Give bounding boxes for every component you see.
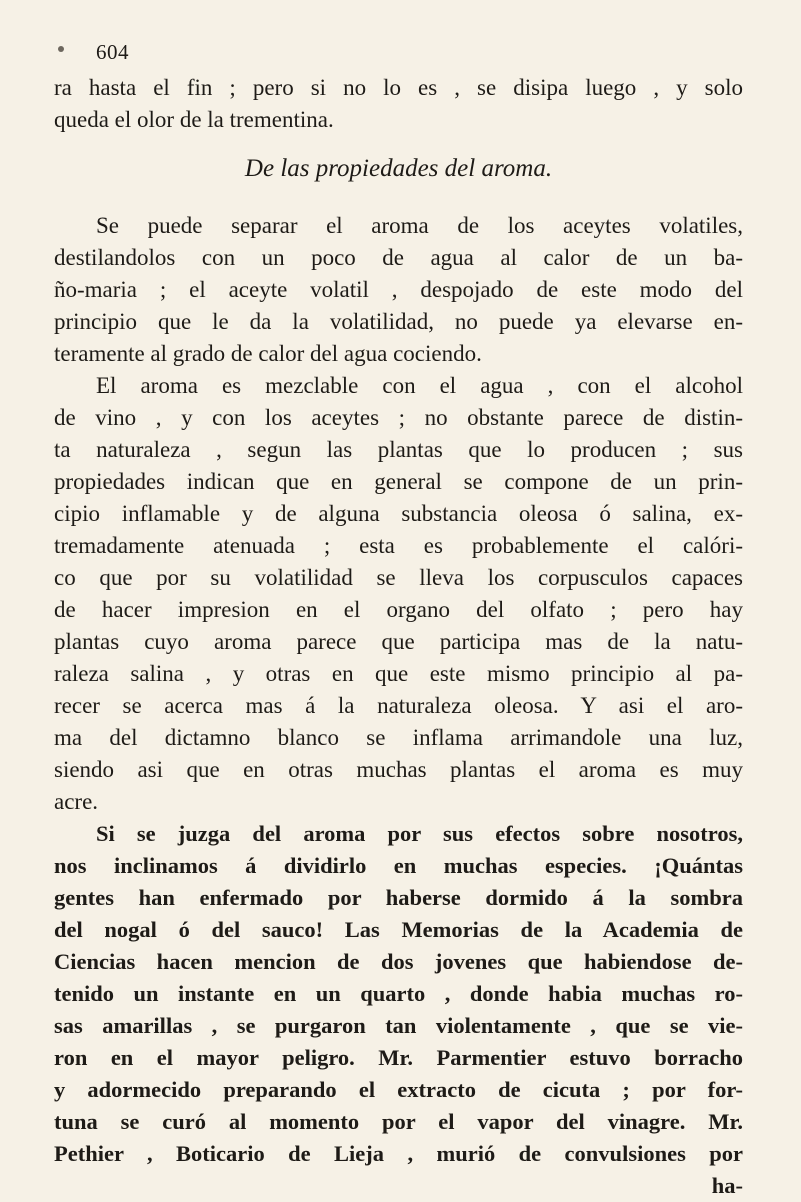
text-block bbox=[54, 72, 743, 1202]
page-number: 604 bbox=[96, 40, 129, 64]
text-line: recer se acerca mas á la naturaleza oleosa. Y asi el aro- bbox=[54, 693, 743, 718]
text-line: ra hasta el fin ; pero si no lo es , se disipa luego , y solo bbox=[54, 75, 743, 100]
text-line: siendo asi que en otras muchas plantas el aroma es muy bbox=[54, 757, 743, 782]
text-line: sas amarillas , se purgaron tan violentamente , que se vie- bbox=[54, 1013, 743, 1038]
text-line: ma del dictamno blanco se inflama arrimandole una luz, bbox=[54, 725, 743, 750]
text-line: co que por su volatilidad se lleva los corpusculos capaces bbox=[54, 565, 743, 590]
continuation-paragraph bbox=[54, 72, 743, 136]
text-line: tenido un instante en un quarto , donde habia muchas ro- bbox=[54, 981, 743, 1006]
text-line: acre. bbox=[54, 789, 99, 814]
text-line: destilandolos con un poco de agua al calor de un ba- bbox=[54, 245, 743, 270]
text-line: Pethier , Boticario de Lieja , murió de convulsiones por bbox=[54, 1141, 743, 1166]
text-line: El aroma es mezclable con el agua , con el alcohol bbox=[96, 373, 743, 398]
text-line: principio que le da la volatilidad, no puede ya elevarse en- bbox=[54, 309, 743, 334]
text-line: gentes han enfermado por haberse dormido á la sombra bbox=[54, 885, 743, 910]
text-line: Si se juzga del aroma por sus efectos sobre nosotros, bbox=[96, 821, 743, 846]
text-line: ta naturaleza , segun las plantas que lo producen ; sus bbox=[54, 437, 743, 462]
catchword: ha- bbox=[711, 1173, 743, 1198]
paragraph-3 bbox=[54, 818, 743, 1202]
text-line: plantas cuyo aroma parece que participa mas de la natu- bbox=[54, 629, 743, 654]
text-line: del nogal ó del sauco! Las Memorias de la Academia de bbox=[54, 917, 743, 942]
text-line: tuna se curó al momento por el vapor del vinagre. Mr. bbox=[54, 1109, 743, 1134]
text-line: tremadamente atenuada ; esta es probablemente el calóri- bbox=[54, 533, 743, 558]
text-line: raleza salina , y otras en que este mismo principio al pa- bbox=[54, 661, 743, 686]
text-line: de vino , y con los aceytes ; no obstante parece de distin- bbox=[54, 405, 743, 430]
text-line: ron en el mayor peligro. Mr. Parmentier estuvo borracho bbox=[54, 1045, 743, 1070]
section-heading: De las propiedades del aroma. bbox=[244, 155, 553, 182]
ink-dot bbox=[58, 46, 64, 52]
text-line: de hacer impresion en el organo del olfato ; pero hay bbox=[54, 597, 743, 622]
text-line: y adormecido preparando el extracto de cicuta ; por for- bbox=[54, 1077, 743, 1102]
text-line: ño-maria ; el aceyte volatil , despojado de este modo del bbox=[54, 277, 743, 302]
text-line: Ciencias hacen mencion de dos jovenes que habiendose de- bbox=[54, 949, 743, 974]
text-line: nos inclinamos á dividirlo en muchas especies. ¡Quántas bbox=[54, 853, 743, 878]
paragraph-2 bbox=[54, 370, 743, 818]
text-line: queda el olor de la trementina. bbox=[54, 107, 334, 132]
text-line: cipio inflamable y de alguna substancia oleosa ó salina, ex- bbox=[54, 501, 743, 526]
paragraph-1 bbox=[54, 210, 743, 370]
text-line: Se puede separar el aroma de los aceytes volatiles, bbox=[96, 213, 743, 238]
text-line: propiedades indican que en general se compone de un prin- bbox=[54, 469, 743, 494]
text-line: teramente al grado de calor del agua cociendo. bbox=[54, 341, 482, 366]
